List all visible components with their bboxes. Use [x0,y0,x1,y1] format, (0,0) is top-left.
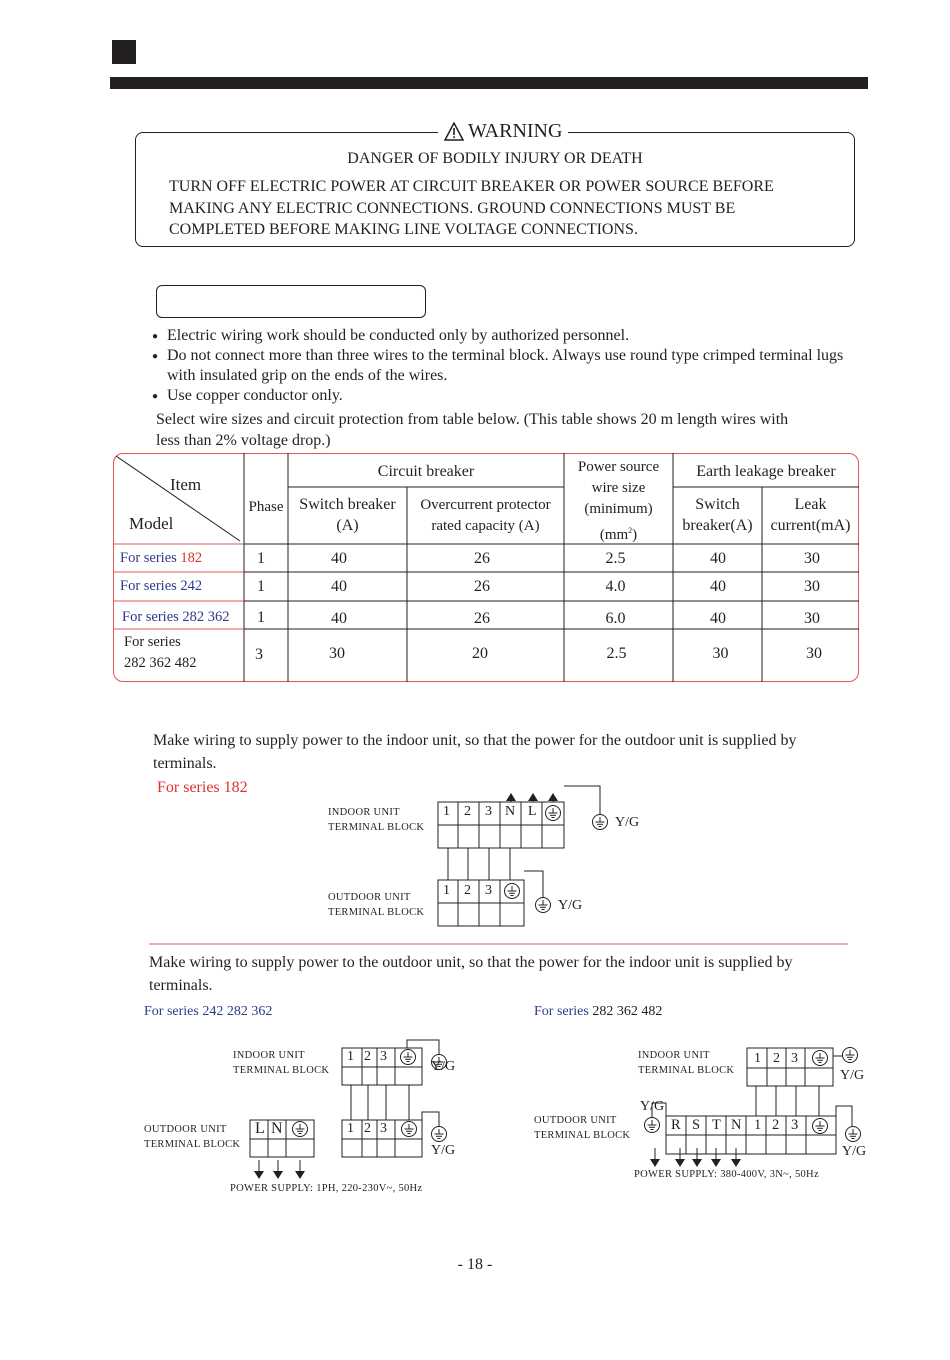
terminal-label: N [731,1117,742,1133]
th-unit-close: ) [632,527,638,543]
note-item: ● Electric wiring work should be conducted only by authorized personnel. [150,326,870,346]
th-line: wire size [591,480,646,496]
terminal-label: L [528,804,537,819]
cell-el-switch: 40 [710,578,726,595]
th-item: Item [170,475,202,494]
warning-line: COMPLETED BEFORE MAKING LINE VOLTAGE CONNECTIONS. [169,221,638,238]
row-model-number: 182 [180,550,203,566]
terminal-label: 2 [773,1051,780,1066]
series-b-label [534,1004,662,1020]
cell-wire: 4.0 [605,578,626,595]
terminal-label: L [255,1120,265,1137]
series-b-numbers: 282 362 482 [592,1004,663,1019]
th-line: (minimum) [584,501,653,517]
th-line: Switch breaker [299,496,396,513]
cell-wire: 6.0 [605,610,626,627]
terminal-label: 1 [347,1121,354,1136]
cell-switch: 30 [329,645,345,662]
th-line: (A) [336,517,359,534]
row-model-prefix: For series [120,550,181,566]
yg-label: Y/G [431,1143,456,1158]
th-phase: Phase [248,499,284,515]
outdoor-supply-paragraph [149,951,859,997]
power-supply-label [634,1169,819,1180]
th-earth-leakage: Earth leakage breaker [696,463,836,480]
terminal-label: 2 [464,883,471,898]
cell-leak: 30 [806,645,822,662]
cell-over: 26 [474,610,490,627]
terminal-label: 1 [347,1049,354,1064]
ground-icon [813,1119,828,1134]
th-model: Model [129,514,174,533]
series-a-label: For series 242 282 362 [144,1004,273,1019]
cap-line: INDOOR UNIT [233,1050,305,1061]
series-b-prefix: For series [534,1004,593,1019]
cell-over: 20 [472,645,488,662]
terminal-label: 2 [772,1117,780,1133]
power-supply-spec: 1PH, 220-230V~, 50Hz [316,1183,423,1194]
th-line: rated capacity (A) [431,518,540,534]
cap-line: TERMINAL BLOCK [638,1065,735,1076]
yg-label: Y/G [431,1059,456,1074]
th-line: breaker(A) [682,517,753,534]
cell-switch: 40 [331,578,347,595]
terminal-label: 3 [380,1049,387,1064]
ground-icon [846,1127,861,1142]
terminal-label: 3 [791,1051,798,1066]
ground-icon [645,1118,660,1133]
ground-icon [843,1048,858,1063]
terminal-label: 2 [364,1121,371,1136]
yg-label: Y/G [840,1068,865,1083]
cap-line: OUTDOOR UNIT [328,892,411,903]
para-line: Make wiring to supply power to the indoor unit, so that the power for the outdoor unit is supplied by [153,732,797,749]
power-supply-prefix: POWER SUPPLY: [634,1169,718,1180]
outdoor-terminal-label [534,1113,630,1143]
page-number: - 18 - [457,1256,493,1273]
row-model-number: 282 362 482 [124,655,197,671]
para-line: terminals. [153,755,217,772]
th-line: Leak [794,496,827,513]
series-182-label: For series 182 [157,779,248,796]
outdoor-terminal-label [144,1122,240,1152]
table-intro-line: Select wire sizes and circuit protection from table below. (This table shows 20 m length wires with [156,411,789,428]
ground-icon [505,884,520,899]
terminal-label: 1 [754,1117,762,1133]
row-model: For series 282 362 [122,609,230,625]
th-unit: (mm [599,527,629,543]
yg-label: Y/G [558,898,583,913]
terminal-label: 1 [443,804,450,819]
yg-label: Y/G [842,1144,867,1159]
note-item: ● Do not connect more than three wires to the terminal block. Always use round type crimped terminal lugs with insulated grip on the ends of the wires. [150,346,870,386]
ground-icon [546,806,561,821]
note-item: ● Use copper conductor only. [150,386,870,406]
warning-title-text: WARNING [468,120,563,142]
cap-line: INDOOR UNIT [328,807,400,818]
para-line: terminals. [149,977,213,994]
cell-leak: 30 [804,578,820,595]
para-line: Make wiring to supply power to the outdoor unit, so that the power for the indoor unit is supplied by [149,954,793,971]
ground-icon [432,1127,447,1142]
terminal-label: 3 [380,1121,387,1136]
cell-switch: 40 [331,550,347,567]
yg-label: Y/G [640,1099,665,1114]
cell-el-switch: 40 [710,550,726,567]
warning-subtitle: DANGER OF BODILY INJURY OR DEATH [347,150,643,167]
cell-phase: 1 [257,578,265,595]
terminal-label: T [712,1117,721,1133]
cap-line: TERMINAL BLOCK [144,1139,241,1150]
indoor-terminal-label [233,1048,329,1078]
ground-icon [402,1122,417,1137]
power-supply-spec: 380-400V, 3N~, 50Hz [720,1169,819,1180]
cell-wire: 2.5 [605,550,626,567]
yg-label: Y/G [615,815,640,830]
cell-leak: 30 [804,550,820,567]
cap-line: TERMINAL BLOCK [328,822,425,833]
power-supply-prefix: POWER SUPPLY: [230,1183,314,1194]
terminal-label: 2 [364,1049,371,1064]
terminal-label: R [671,1117,681,1133]
indoor-terminal-label [638,1048,734,1078]
th-line: Switch [695,496,740,513]
terminal-label: N [271,1120,283,1137]
terminal-label: 3 [791,1117,799,1133]
cell-phase: 3 [255,646,263,663]
terminal-label: 1 [443,883,450,898]
th-circuit-breaker: Circuit breaker [377,463,475,480]
terminal-label: 1 [754,1051,761,1066]
power-supply-label [230,1183,422,1194]
ground-icon [536,898,551,913]
row-model-prefix: For series [124,634,181,650]
cap-line: TERMINAL BLOCK [328,907,425,918]
cell-phase: 1 [257,609,265,626]
terminal-label: 3 [485,883,492,898]
terminal-label: S [692,1117,701,1133]
table-intro-line: less than 2% voltage drop.) [156,431,331,449]
th-line: Overcurrent protector [420,497,551,513]
cap-line: OUTDOOR UNIT [144,1124,227,1135]
cap-line: TERMINAL BLOCK [534,1130,631,1141]
cap-line: OUTDOOR UNIT [534,1115,617,1126]
ground-icon [401,1050,416,1065]
cap-line: TERMINAL BLOCK [233,1065,330,1076]
th-unit-sup: 2 [628,526,633,535]
cell-over: 26 [474,578,490,595]
terminal-label: N [505,804,516,819]
ground-icon [593,815,608,830]
terminal-label: 3 [485,804,492,819]
cell-el-switch: 40 [710,610,726,627]
cell-el-switch: 30 [712,645,729,662]
th-line: Power source [577,459,660,475]
th-line: current(mA) [770,517,851,534]
row-model: For series 242 [120,578,203,594]
cell-switch: 40 [331,610,347,627]
cell-over: 26 [474,550,490,567]
ground-icon [813,1051,828,1066]
terminal-label: 2 [464,804,471,819]
cell-leak: 30 [804,610,820,627]
cell-wire: 2.5 [606,645,627,662]
ground-icon [293,1122,308,1137]
warning-line: TURN OFF ELECTRIC POWER AT CIRCUIT BREAKER OR POWER SOURCE BEFORE [169,178,774,195]
warning-line: MAKING ANY ELECTRIC CONNECTIONS. GROUND CONNECTIONS MUST BE [169,199,736,217]
cell-phase: 1 [257,550,265,567]
cap-line: INDOOR UNIT [638,1050,710,1061]
